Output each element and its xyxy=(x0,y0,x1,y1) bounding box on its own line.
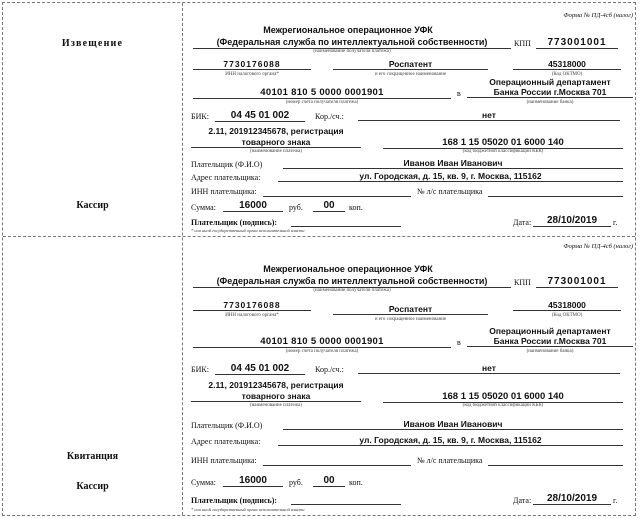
payment-name-line2: товарного знака xyxy=(191,137,361,148)
rub-label: руб. xyxy=(289,203,303,212)
kpp-label: КПП xyxy=(514,278,531,287)
date-label: Дата: xyxy=(513,496,532,505)
bank-caption: (наименование банка) xyxy=(526,100,574,105)
short-name-caption: и его сокращенное наименование xyxy=(374,72,447,77)
signature-line xyxy=(291,504,401,505)
year-suffix: г. xyxy=(613,496,618,505)
payer-name-label: Плательщик (Ф.И.О) xyxy=(191,421,263,430)
oktmo-value: 45318000 xyxy=(513,59,621,70)
date-label: Дата: xyxy=(513,218,532,227)
bik-label: БИК: xyxy=(191,112,209,121)
payer-account-label: № л/с плательщика xyxy=(417,187,483,196)
bik-label: БИК: xyxy=(191,365,209,374)
cashier-label-bottom: Кассир xyxy=(76,481,109,492)
payment-name-caption: (наименование платежа) xyxy=(249,149,303,154)
payer-account-label: № л/с плательщика xyxy=(417,456,483,465)
kbk-caption: (код бюджетной классификации КБК) xyxy=(462,403,544,408)
amount-kop-value: 00 xyxy=(313,200,345,212)
bank-caption: (наименование банка) xyxy=(526,349,574,354)
kop-label: коп. xyxy=(349,478,363,487)
kbk-value: 168 1 15 05020 01 6000 140 xyxy=(383,137,623,149)
in-bank-label: в xyxy=(457,338,461,347)
recipient-short-name: Роспатент xyxy=(333,304,488,315)
amount-label: Сумма: xyxy=(191,478,216,487)
recipient-name-line2: (Федеральная служба по интеллектуальной собственности) xyxy=(193,276,511,288)
date-value: 28/10/2019 xyxy=(533,493,611,505)
recipient-name-line1: Межрегиональное операционное УФК xyxy=(263,25,433,35)
cashier-label-top: Кассир xyxy=(76,200,109,211)
bank-name-line2: Банка России г.Москва 701 xyxy=(467,87,633,98)
inn-caption: ИНН налогового органа* xyxy=(225,72,279,77)
corr-account-value: нет xyxy=(358,110,620,121)
corr-account-label: Кор./сч.: xyxy=(315,365,344,374)
payment-form-sheet xyxy=(2,2,636,516)
signature-line xyxy=(291,226,401,227)
kop-label: коп. xyxy=(349,203,363,212)
payer-inn-line xyxy=(263,465,411,466)
payment-name-line1: 2.11, 201912345678, регистрация xyxy=(208,126,344,136)
payment-name-line2: товарного знака xyxy=(191,391,361,402)
year-suffix: г. xyxy=(613,218,618,227)
amount-rub-value: 16000 xyxy=(223,475,283,487)
form-number: Форма № ПД-4сб (налог) xyxy=(563,243,633,250)
account-caption: (номер счета получателя платежа) xyxy=(285,100,359,105)
payer-name-value: Иванов Иван Иванович xyxy=(283,158,623,169)
recipient-account: 40101 810 5 0000 0001901 xyxy=(193,87,451,99)
kpp-value: 773001001 xyxy=(536,37,618,49)
account-caption: (номер счета получателя платежа) xyxy=(285,349,359,354)
in-bank-label: в xyxy=(457,89,461,98)
signature-label: Плательщик (подпись): xyxy=(191,218,278,227)
signature-label: Плательщик (подпись): xyxy=(191,496,278,505)
date-value: 28/10/2019 xyxy=(533,215,611,227)
form-number: Форма № ПД-4сб (налог) xyxy=(563,12,633,19)
payer-address-label: Адрес плательщика: xyxy=(191,173,261,182)
oktmo-caption: (Код ОКТМО) xyxy=(551,313,583,318)
bank-name-line1: Операционный департамент xyxy=(489,77,611,87)
amount-label: Сумма: xyxy=(191,203,216,212)
amount-kop-value: 00 xyxy=(313,475,345,487)
kpp-value: 773001001 xyxy=(536,276,618,288)
kbk-value: 168 1 15 05020 01 6000 140 xyxy=(383,391,623,403)
recipient-name-caption: (наименование получателя платежа) xyxy=(313,49,391,54)
bik-value: 04 45 01 002 xyxy=(215,110,305,122)
recipient-inn: 7730176088 xyxy=(193,59,311,70)
amount-rub-value: 16000 xyxy=(223,200,283,212)
corr-account-value: нет xyxy=(358,363,620,374)
oktmo-value: 45318000 xyxy=(513,300,621,311)
recipient-account: 40101 810 5 0000 0001901 xyxy=(193,336,451,348)
bik-value: 04 45 01 002 xyxy=(215,363,305,375)
receipt-label: Квитанция xyxy=(66,451,119,462)
payer-inn-label: ИНН плательщика: xyxy=(191,187,257,196)
payer-account-line xyxy=(488,465,623,466)
rub-label: руб. xyxy=(289,478,303,487)
kbk-caption: (код бюджетной классификации КБК) xyxy=(462,149,544,154)
kpp-label: КПП xyxy=(514,39,531,48)
corr-account-label: Кор./сч.: xyxy=(315,112,344,121)
recipient-name-caption: (наименование получателя платежа) xyxy=(313,288,391,293)
payment-name-line1: 2.11, 201912345678, регистрация xyxy=(208,380,344,390)
payer-inn-label: ИНН плательщика: xyxy=(191,456,257,465)
recipient-name-line2: (Федеральная служба по интеллектуальной собственности) xyxy=(193,37,511,49)
receipt-section xyxy=(183,237,637,517)
payer-name-label: Плательщик (Ф.И.О) xyxy=(191,160,263,169)
oktmo-caption: (Код ОКТМО) xyxy=(551,72,583,77)
payer-name-value: Иванов Иван Иванович xyxy=(283,419,623,430)
bank-name-line2: Банка России г.Москва 701 xyxy=(467,336,633,347)
recipient-short-name: Роспатент xyxy=(333,59,488,70)
footnote: * или иной государственный орган исполнительной власти xyxy=(191,228,305,233)
notice-label: Извещение xyxy=(61,38,124,49)
payment-name-caption: (наименование платежа) xyxy=(249,403,303,408)
payer-address-value: ул. Городская, д. 15, кв. 9, г. Москва, 115162 xyxy=(278,435,623,446)
recipient-inn: 7730176088 xyxy=(193,300,311,311)
payer-address-label: Адрес плательщика: xyxy=(191,437,261,446)
inn-caption: ИНН налогового органа* xyxy=(225,313,279,318)
notice-section xyxy=(183,3,637,236)
short-name-caption: и его сокращенное наименование xyxy=(374,317,447,322)
payer-account-line xyxy=(488,196,623,197)
payer-inn-line xyxy=(263,196,411,197)
bank-name-line1: Операционный департамент xyxy=(489,326,611,336)
recipient-name-line1: Межрегиональное операционное УФК xyxy=(263,264,433,274)
footnote: * или иной государственный орган исполнительной власти xyxy=(191,507,305,512)
payer-address-value: ул. Городская, д. 15, кв. 9, г. Москва, 115162 xyxy=(278,171,623,182)
